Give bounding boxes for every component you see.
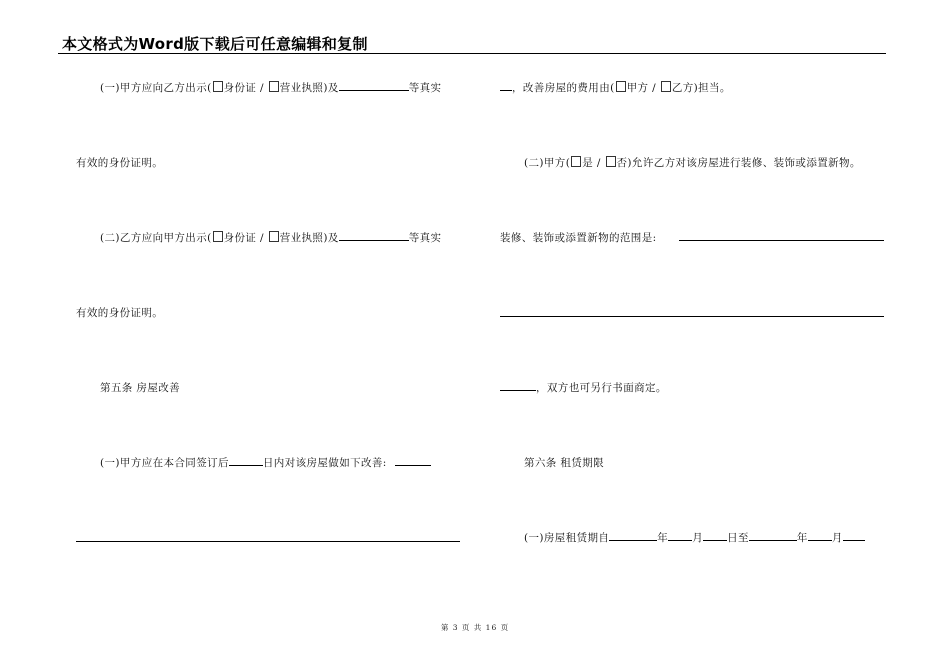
clause-5-item-1-line-2: 有效的身份证明。 bbox=[76, 157, 164, 169]
checkbox-party-b[interactable] bbox=[661, 81, 671, 92]
checkbox-business-license[interactable] bbox=[269, 231, 279, 242]
fill-blank[interactable] bbox=[843, 530, 865, 541]
clause-5-item-2-line-2: 有效的身份证明。 bbox=[76, 307, 164, 319]
renovation-scope-label: 装修、装饰或添置新物的范围是: bbox=[500, 232, 657, 244]
renovation-permission-line: (二)甲方( 是 / 否)允许乙方对该房屋进行装修、装饰或添置新物。 bbox=[524, 157, 861, 169]
page-header-title: 本文格式为Word版下载后可任意编辑和复制 bbox=[62, 35, 368, 53]
fill-line[interactable] bbox=[679, 240, 884, 241]
checkbox-business-license[interactable] bbox=[269, 81, 279, 92]
improvement-cost-line: ，改善房屋的费用由( 甲方 / 乙方)担当。 bbox=[500, 80, 731, 95]
fill-blank[interactable] bbox=[229, 455, 263, 466]
page-number-footer: 第 3 页 共 16 页 bbox=[440, 623, 510, 632]
section-heading-6: 第六条 租赁期限 bbox=[524, 457, 605, 469]
fill-line[interactable] bbox=[500, 316, 884, 317]
fill-blank[interactable] bbox=[500, 380, 536, 391]
fill-blank[interactable] bbox=[339, 80, 409, 91]
fill-blank[interactable] bbox=[500, 80, 512, 91]
improvement-line-1: (一)甲方应在本合同签订后 日内对该房屋做如下改善: bbox=[100, 455, 431, 470]
fill-blank[interactable] bbox=[749, 530, 797, 541]
fill-blank[interactable] bbox=[668, 530, 692, 541]
section-heading-5: 第五条 房屋改善 bbox=[100, 382, 181, 394]
fill-blank[interactable] bbox=[703, 530, 727, 541]
checkbox-no[interactable] bbox=[606, 156, 616, 167]
fill-line[interactable] bbox=[76, 541, 460, 542]
fill-blank[interactable] bbox=[808, 530, 832, 541]
checkbox-id-card[interactable] bbox=[213, 231, 223, 242]
checkbox-id-card[interactable] bbox=[213, 81, 223, 92]
fill-blank[interactable] bbox=[395, 455, 431, 466]
clause-5-item-1-line-1: (一)甲方应向乙方出示( 身份证 / 营业执照)及 等真实 bbox=[100, 82, 442, 94]
fill-blank[interactable] bbox=[609, 530, 657, 541]
renovation-scope-end-line: ，双方也可另行书面商定。 bbox=[500, 380, 667, 395]
header-divider bbox=[58, 53, 886, 54]
fill-blank[interactable] bbox=[339, 230, 409, 241]
checkbox-yes[interactable] bbox=[571, 156, 581, 167]
checkbox-party-a[interactable] bbox=[616, 81, 626, 92]
clause-5-item-2-line-1: (二)乙方应向甲方出示( 身份证 / 营业执照)及 等真实 bbox=[100, 232, 442, 244]
lease-term-line: (一)房屋租赁期自 年 月 日至 年 月 bbox=[524, 530, 865, 545]
